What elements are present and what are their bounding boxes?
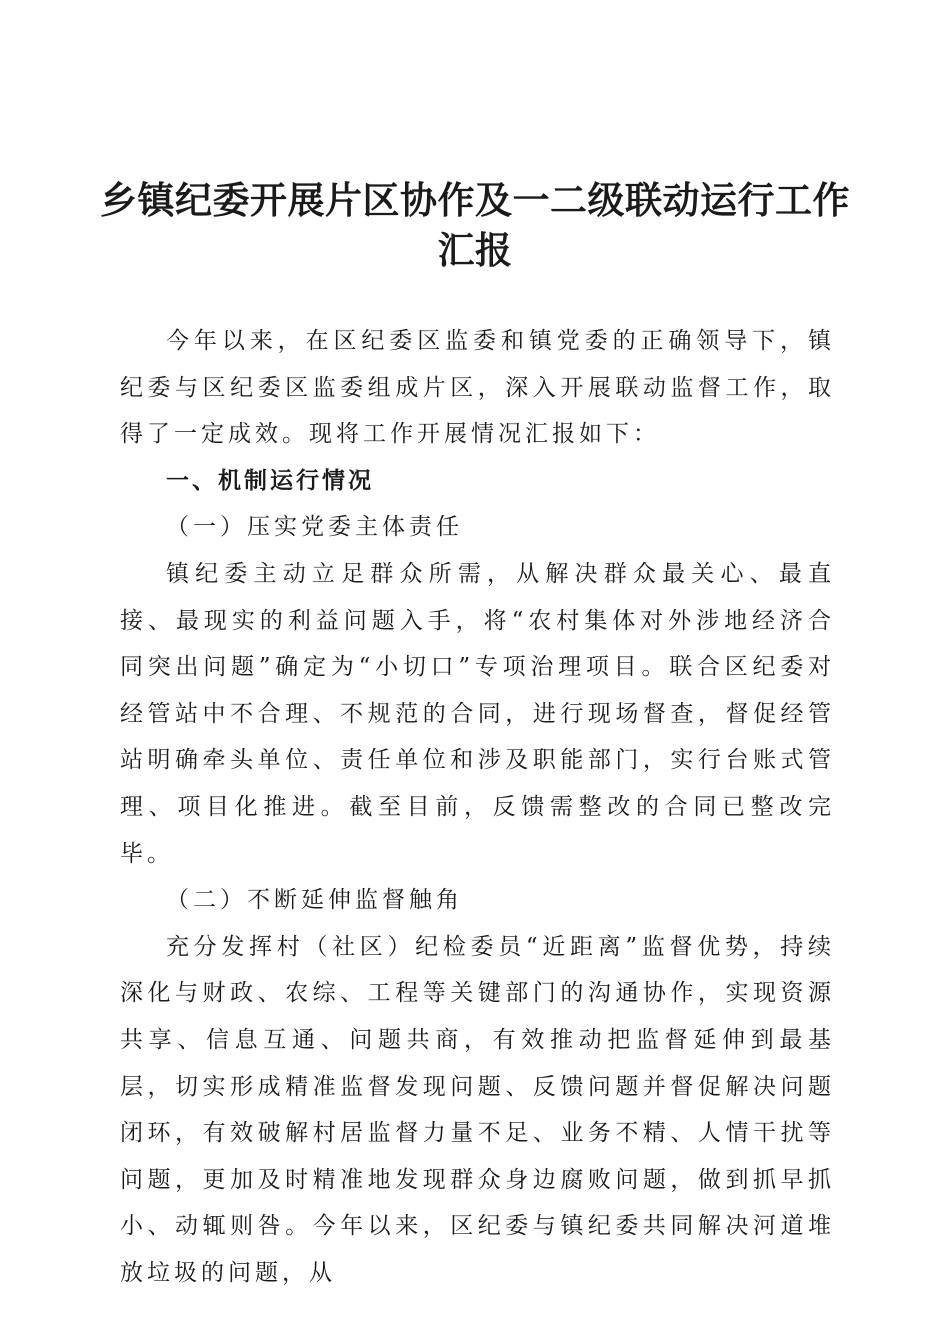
title-line-1: 乡镇纪委开展片区协作及一二级联动运行工作	[100, 179, 850, 222]
section-heading-1: 一、机制运行情况	[166, 467, 374, 494]
intro-paragraph: 今年以来，在区纪委区监委和镇党委的正确领导下，镇纪委与区纪委区监委组成片区，深入开展联动监督工作，取得了一定成效。现将工作开展情况汇报如下：	[120, 328, 835, 448]
subsection-2-paragraph: 充分发挥村（社区）纪检委员“近距离”监督优势，持续深化与财政、农综、工程等关键部门的沟通协作，实现资源共享、信息互通、问题共商，有效推动把监督延伸到最基层，切实形成精准监督发现问题、反馈问题并督促解决问题闭环，有效破解村居监督力量不足、业务不精、人情干扰等问题，更加及时精准地发现群众身边腐败问题，做到抓早抓小、动辄则咎。今年以来，区纪委与镇纪委共同解决河道堆放垃圾的问题，从	[120, 933, 835, 1286]
document-body	[120, 318, 835, 1296]
document-title	[100, 176, 850, 276]
subsection-1-paragraph: 镇纪委主动立足群众所需，从解决群众最关心、最直接、最现实的利益问题入手，将“农村集体对外涉地经济合同突出问题”确定为“小切口”专项治理项目。联合区纪委对经管站中不合理、不规范的合同，进行现场督查，督促经管站明确牵头单位、责任单位和涉及职能部门，实行台账式管理、项目化推进。截至目前，反馈需整改的合同已整改完毕。	[120, 560, 835, 867]
subsection-heading-1: （一）压实党委主体责任	[166, 514, 463, 541]
subsection-heading-2: （二）不断延伸监督触角	[166, 887, 463, 914]
title-line-2: 汇报	[437, 229, 513, 272]
